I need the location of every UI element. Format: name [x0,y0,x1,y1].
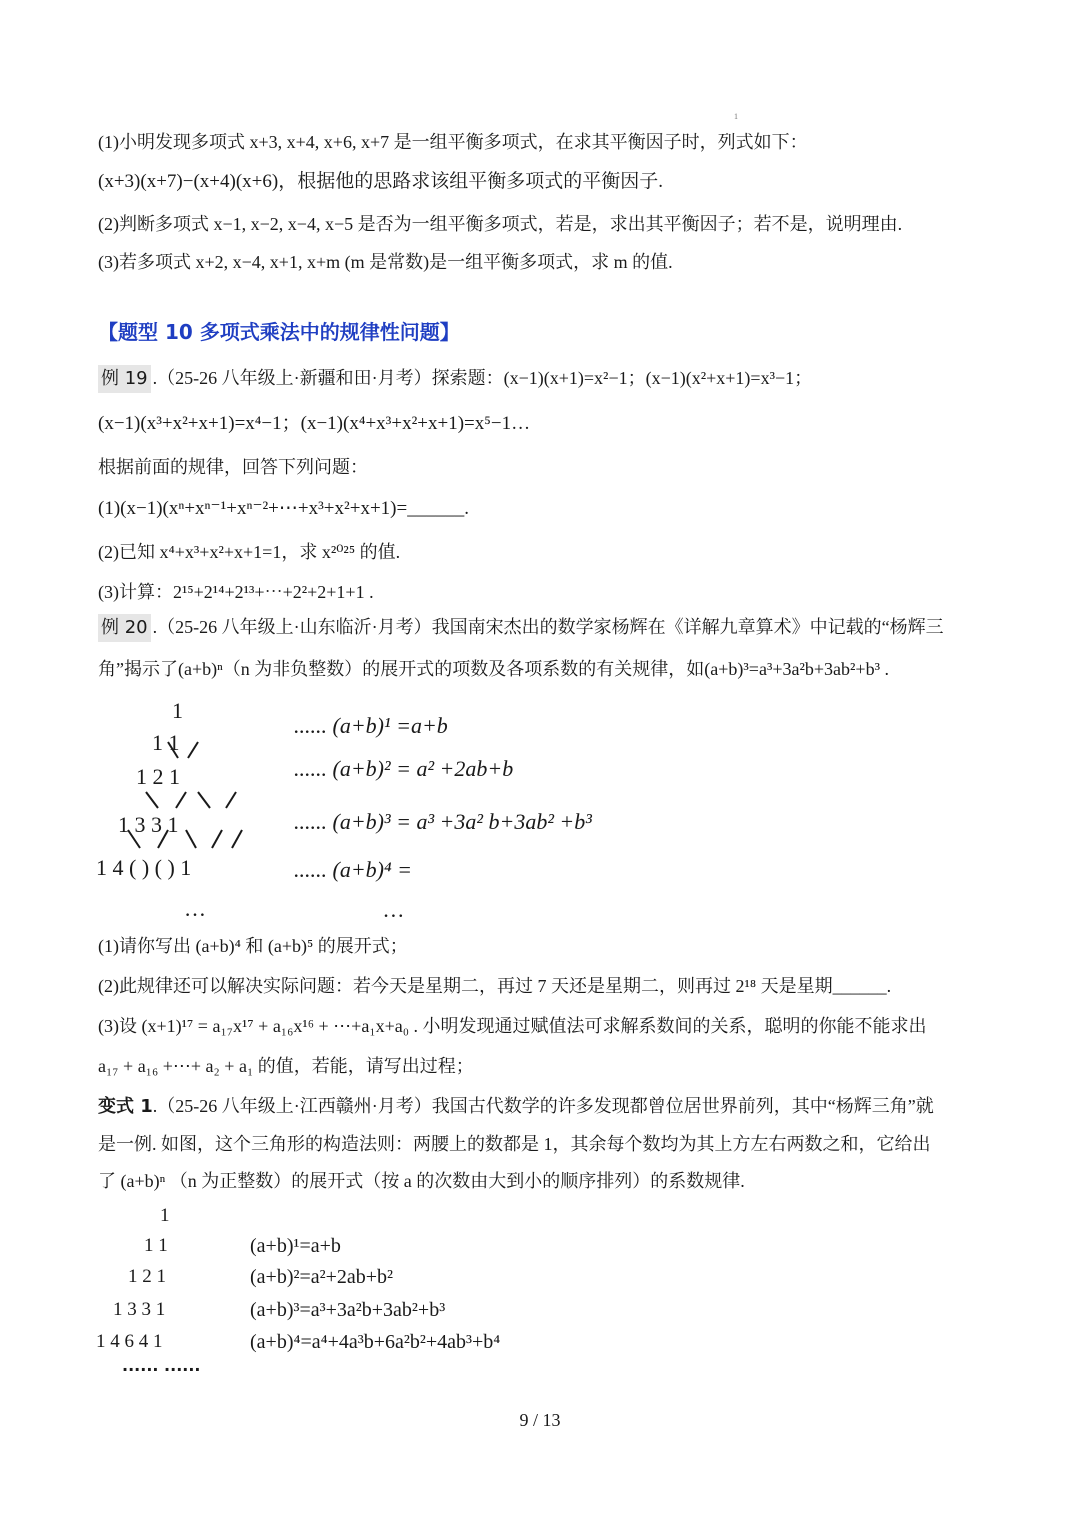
variant1-triangle-row-1: 1 [160,1205,170,1226]
expansion-3: ...... (a+b)³ = a³ +3a² b+3ab² +b³ [294,809,592,834]
triangle-row-4: 1 3 3 1 [118,812,179,837]
example19-q1: (1)(x−1)(xⁿ+xⁿ⁻¹+xⁿ⁻²+⋯+x³+x²+x+1)=______. [98,498,469,519]
variant1-triangle-row-5: 1 4 6 4 1 [96,1331,163,1352]
p18-q2: (2)判断多项式 x−1, x−2, x−4, x−5 是否为一组平衡多项式，若是，求出其平衡因子；若不是，说明理由. [98,214,903,234]
expansion-4: ...... (a+b)⁴ = [294,857,412,882]
page-number: 9 / 13 [519,1410,561,1430]
variant1-expansion-1: (a+b)¹=a+b [250,1235,341,1257]
expansion-2: ...... (a+b)² = a² +2ab+b [294,756,514,781]
top-mark: 1 [734,112,738,121]
example19-tag: 例 19 [98,365,151,393]
expansion-5: … [384,897,404,922]
variant1-line1 [98,1092,934,1121]
section-title: 【题型 10 多项式乘法中的规律性问题】 [98,320,460,344]
p18-q1-line-a: (1)小明发现多项式 x+3, x+4, x+6, x+7 是一组平衡多项式，在求其平衡因子时，列式如下： [98,132,808,152]
triangle-row-6: … [184,896,206,921]
example19-line3: 根据前面的规律，回答下列问题： [98,457,368,477]
example19-q2: (2)已知 x⁴+x³+x²+x+1=1，求 x²⁰²⁵ 的值. [98,542,401,562]
example19-line1-text: .（25-26 八年级上·新疆和田·月考）探索题：(x−1)(x+1)=x²−1；(x−1)(x²+x+1)=x³−1； [152,368,813,388]
variant1-triangle-row-3: 1 2 1 [128,1266,166,1287]
example20-line1-text: .（25-26 八年级上·山东临沂·月考）我国南宋杰出的数学家杨辉在《详解九章算术》中记载的“杨辉三 [152,617,944,637]
p18-q1-line-b: (x+3)(x+7)−(x+4)(x+6)，根据他的思路求该组平衡多项式的平衡因子. [98,171,663,192]
triangle-row-1: 1 [172,698,183,723]
expansion-1: ...... (a+b)¹ =a+b [294,713,448,738]
example19-q3: (3)计算：2¹⁵+2¹⁴+2¹³+⋯+2²+2+1+1 . [98,582,374,602]
example20-line2: 角”揭示了(a+b)ⁿ（n 为非负整数）的展开式的项数及各项系数的有关规律，如(a+b)³=a³+3a²b+3ab²+b³ . [98,659,889,679]
variant1-line3: 了 (a+b)ⁿ （n 为正整数）的展开式（按 a 的次数由大到小的顺序排列）的系数规律. [98,1171,745,1191]
variant1-expansion-3: (a+b)³=a³+3a²b+3ab²+b³ [250,1299,446,1321]
example20-tag: 例 20 [98,614,151,642]
triangle-row-2: 1 1 [152,730,180,755]
variant1-line1-text: .（25-26 八年级上·江西赣州·月考）我国古代数学的许多发现都曾位居世界前列，其中“杨辉三角”就 [152,1096,934,1116]
triangle-row-3: 1 2 1 [136,764,180,789]
variant1-triangle-row-2: 1 1 [144,1235,168,1256]
variant1-triangle-row-4: 1 3 3 1 [113,1299,166,1320]
variant1-expansion-2: (a+b)²=a²+2ab+b² [250,1266,394,1288]
variant1-expansion-4: (a+b)⁴=a⁴+4a³b+6a²b²+4ab³+b⁴ [250,1331,501,1353]
example20-q3-line-a: (3)设 (x+1)¹⁷ = a₁₇x¹⁷ + a₁₆x¹⁶ + ⋯+a₁x+a₀ . 小明发现通过赋值法可求解系数间的关系，聪明的你能不能求出 [98,1016,927,1036]
example20-q2: (2)此规律还可以解决实际问题：若今天是星期二，再过 7 天还是星期二，则再过 2¹⁸ 天是星期______. [98,976,892,996]
p18-q3: (3)若多项式 x+2, x−4, x+1, x+m (m 是常数)是一组平衡多项式，求 m 的值. [98,252,673,272]
triangle-row-5: 1 4 ( ) ( ) 1 [96,855,192,880]
example20-q1: (1)请你写出 (a+b)⁴ 和 (a+b)⁵ 的展开式； [98,936,408,956]
example19-line2: (x−1)(x³+x²+x+1)=x⁴−1；(x−1)(x⁴+x³+x²+x+1)=x⁵−1… [98,413,531,434]
variant1-triangle-row-6: ...... ...... [122,1356,201,1375]
example20-q3-line-b: a₁₇ + a₁₆ +⋯+ a₂ + a₁ 的值，若能，请写出过程； [98,1056,474,1076]
variant1-line2: 是一例. 如图，这个三角形的构造法则：两腰上的数都是 1，其余每个数均为其上方左右两数之和，它给出 [98,1134,931,1154]
variant1-tag: 变式 1 [98,1096,153,1117]
